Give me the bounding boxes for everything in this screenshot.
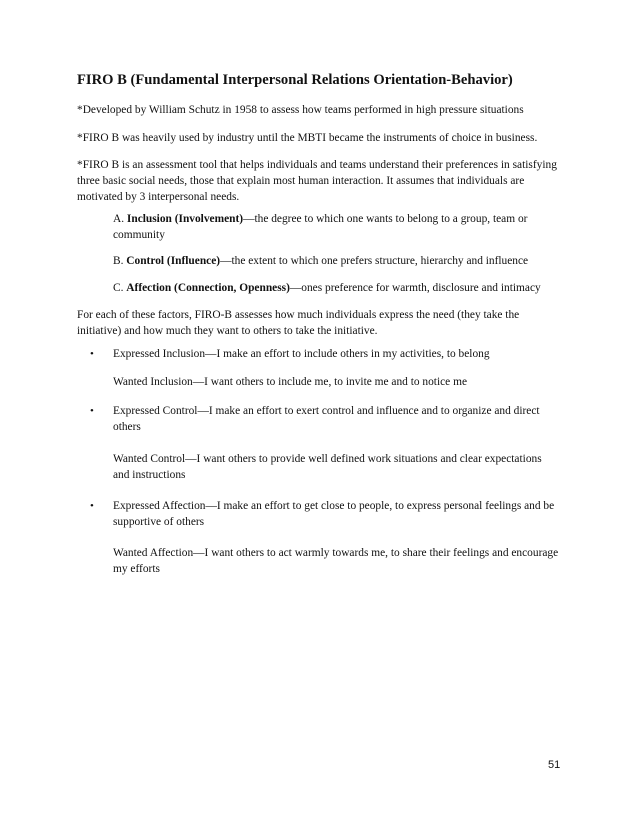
intro-paragraph: *Developed by William Schutz in 1958 to assess how teams performed in high pressure situations (77, 104, 524, 116)
bullet-icon: • (90, 405, 94, 417)
need-term: Control (Influence) (126, 255, 221, 267)
page-number: 51 (548, 759, 561, 771)
need-description: —ones preference for warmth, disclosure and intimacy (289, 282, 541, 294)
intro-paragraph: *FIRO B was heavily used by industry until the MBTI became the instruments of choice in business. (77, 132, 538, 144)
wanted-affection-item: Wanted Affection—I want others to act warmly towards me, to share their feelings and encourage my efforts (113, 547, 559, 575)
bullet-icon: • (90, 500, 94, 512)
bullet-icon: • (90, 348, 94, 360)
need-prefix: A. (113, 213, 127, 225)
need-item-inclusion (113, 211, 553, 243)
wanted-inclusion-item: Wanted Inclusion—I want others to include me, to invite me and to notice me (113, 376, 467, 388)
need-item-affection (113, 280, 563, 296)
assessment-paragraph: For each of these factors, FIRO-B assesses how much individuals express the need (they take the initiative) and how much they want to others to take the initiative. (77, 309, 520, 337)
expressed-control-item: Expressed Control—I make an effort to exert control and influence and to organize and direct others (113, 405, 540, 433)
expressed-inclusion-item: Expressed Inclusion—I make an effort to include others in my activities, to belong (113, 348, 490, 360)
need-prefix: C. (113, 282, 127, 294)
need-prefix: B. (113, 255, 127, 267)
wanted-control-item: Wanted Control—I want others to provide well defined work situations and clear expectations and instructions (113, 453, 542, 481)
need-term: Affection (Connection, Openness) (126, 282, 290, 294)
need-description: —the degree to which one wants to belong to a group, team or community (113, 213, 528, 241)
need-item-control (113, 253, 563, 269)
document-title: FIRO B (Fundamental Interpersonal Relations Orientation-Behavior) (77, 72, 513, 88)
intro-paragraph: *FIRO B is an assessment tool that helps individuals and teams understand their preferences in satisfying three basic social needs, those that explain most human interaction. It assumes that individuals are motivated by 3 interpersonal needs. (77, 159, 557, 203)
expressed-affection-item: Expressed Affection—I make an effort to get close to people, to express personal feelings and be supportive of others (113, 500, 555, 528)
need-term: Inclusion (Involvement) (126, 213, 244, 225)
need-description: —the extent to which one prefers structure, hierarchy and influence (220, 255, 529, 267)
